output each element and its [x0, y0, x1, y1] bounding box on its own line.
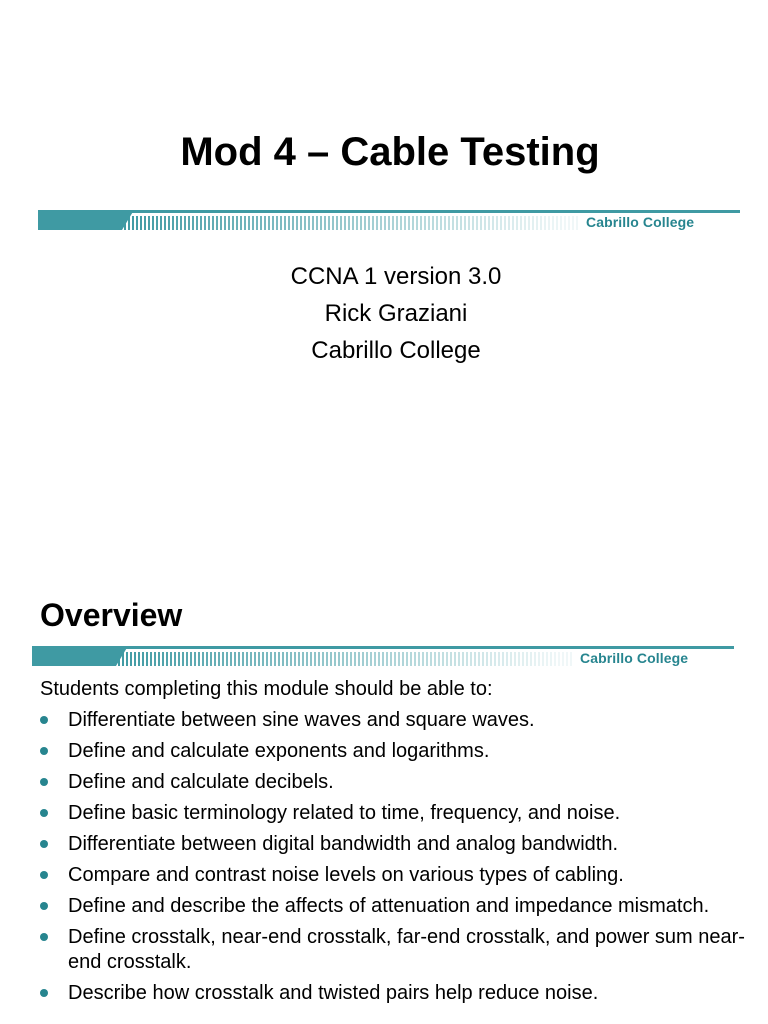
bullet-dot-icon [40, 902, 48, 910]
cabrillo-banner [38, 210, 740, 232]
subtitle-institution: Cabrillo College [311, 337, 481, 364]
bullet-dot-icon [40, 809, 48, 817]
intro-text: Students completing this module should be able to: [40, 678, 493, 700]
list-item [40, 863, 755, 888]
list-item [40, 708, 755, 733]
list-item [40, 894, 755, 919]
slide-title: Overview [40, 597, 183, 633]
list-item [40, 981, 755, 1006]
bullet-dot-icon [40, 933, 48, 941]
list-item-text: Compare and contrast noise levels on various types of cabling. [68, 864, 624, 886]
list-item [40, 739, 755, 764]
list-item-text: Define basic terminology related to time, frequency, and noise. [68, 802, 621, 824]
bullet-dot-icon [40, 871, 48, 879]
list-item-text: Describe how crosstalk and twisted pairs help reduce noise. [68, 982, 599, 1004]
list-item [40, 925, 755, 975]
slide-title: Mod 4 – Cable Testing [180, 130, 600, 174]
list-item-text: Differentiate between sine waves and square waves. [68, 709, 535, 731]
list-item-text: Differentiate between digital bandwidth and analog bandwidth. [68, 833, 619, 855]
list-item-text: Define crosstalk, near-end crosstalk, far-end crosstalk, and power sum near-end crosstalk. [68, 926, 745, 973]
list-item [40, 832, 755, 857]
banner-label: Cabrillo College [586, 214, 695, 230]
list-item [40, 801, 755, 826]
bullet-dot-icon [40, 840, 48, 848]
list-item [40, 770, 755, 795]
list-item-text: Define and describe the affects of attenuation and impedance mismatch. [68, 895, 710, 917]
subtitle-course: CCNA 1 version 3.0 [290, 263, 502, 290]
overview-slide [0, 560, 768, 1024]
bullet-dot-icon [40, 989, 48, 997]
objectives-list [40, 708, 755, 1012]
bullet-dot-icon [40, 747, 48, 755]
subtitle-author: Rick Graziani [324, 300, 468, 327]
list-item-text: Define and calculate decibels. [68, 771, 334, 793]
subtitle-block [0, 258, 768, 369]
cabrillo-banner [32, 646, 734, 668]
bullet-dot-icon [40, 716, 48, 724]
list-item-text: Define and calculate exponents and logarithms. [68, 740, 490, 762]
bullet-dot-icon [40, 778, 48, 786]
banner-label: Cabrillo College [580, 650, 689, 666]
